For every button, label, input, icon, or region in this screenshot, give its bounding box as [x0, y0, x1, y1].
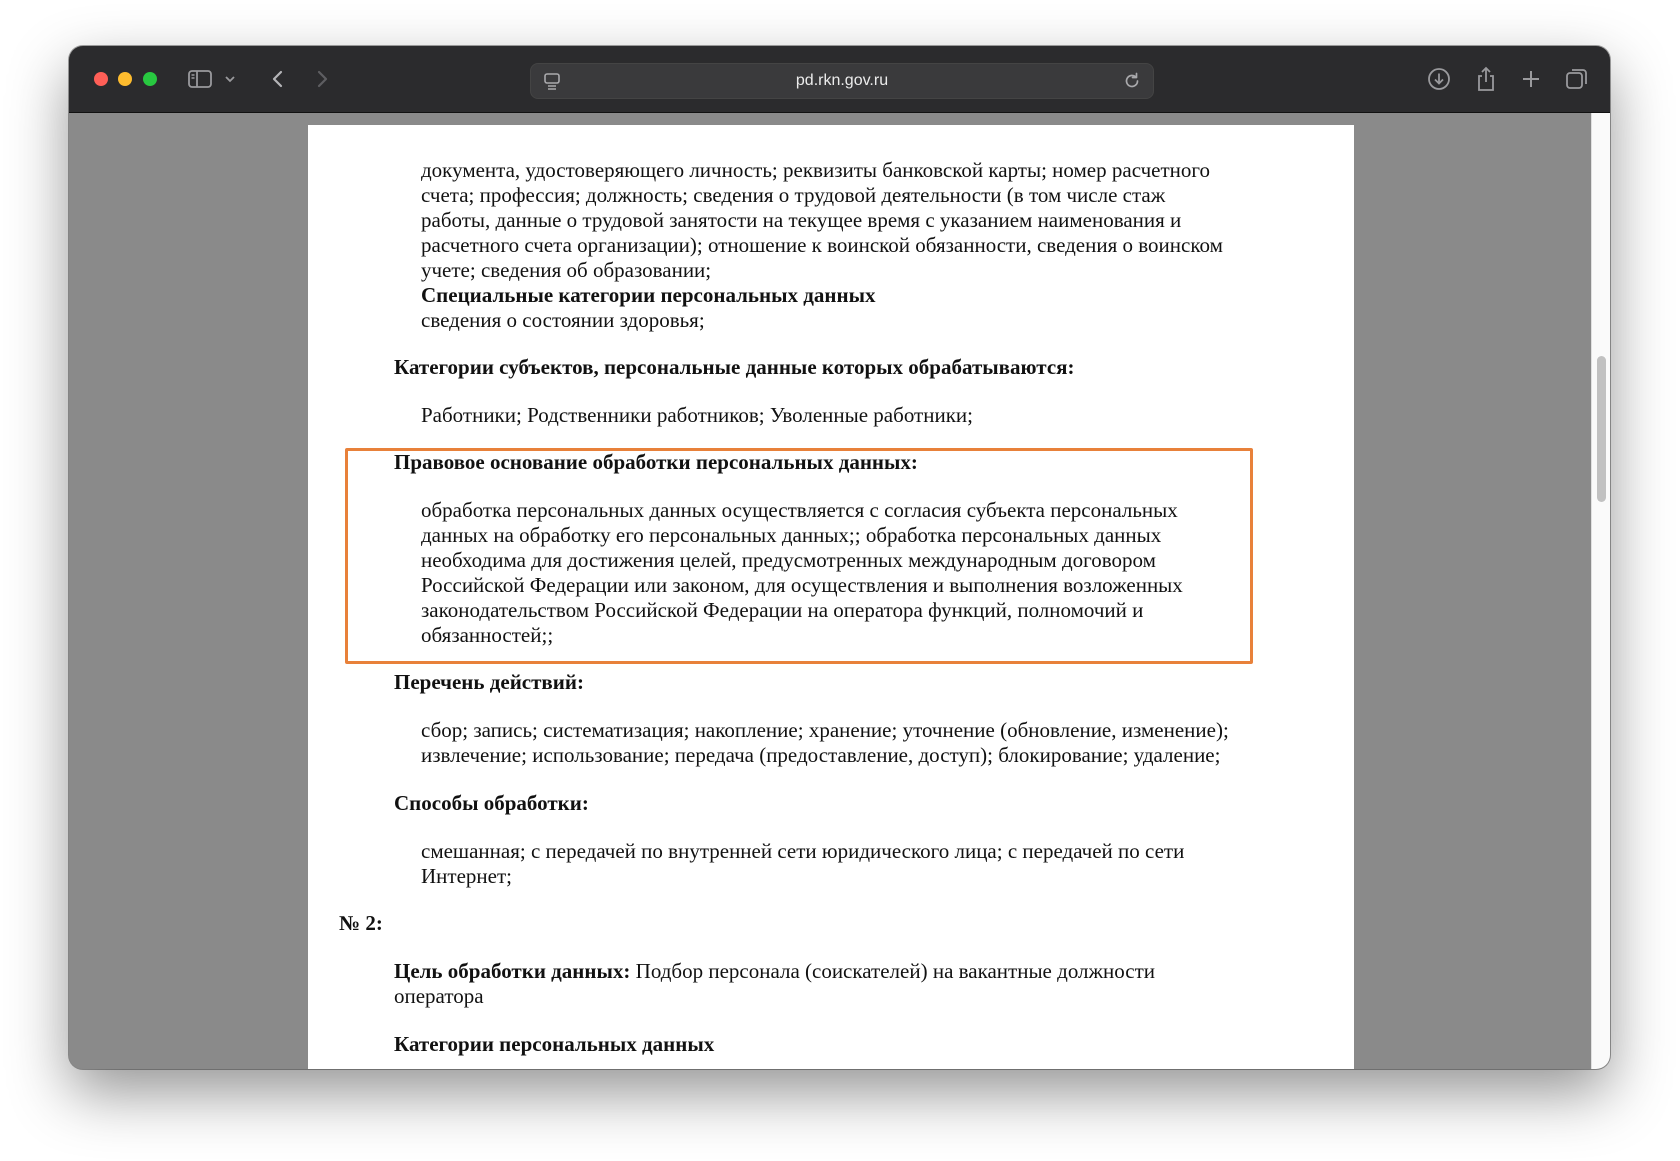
text-line: расчетного счета организации); отношение к воинской обязанности, сведения о воинском: [421, 233, 1223, 257]
text-line: счета; профессия; должность; сведения о трудовой деятельности (в том числе стаж: [421, 183, 1166, 207]
plus-icon[interactable]: [1518, 66, 1544, 92]
maximize-window-button[interactable]: [143, 72, 157, 86]
chevron-down-icon[interactable]: [222, 66, 238, 92]
text-line: Интернет;: [421, 864, 512, 888]
download-icon[interactable]: [1426, 66, 1452, 92]
text-line: документа, удостоверяющего личность; реквизиты банковской карты; номер расчетного: [421, 158, 1210, 182]
text-line: необходима для достижения целей, предусмотренных международным договором: [421, 548, 1156, 572]
close-window-button[interactable]: [94, 72, 108, 86]
text-line: Работники; Родственники работников; Уволенные работники;: [421, 403, 973, 427]
categories-heading: Категории персональных данных: [394, 1032, 715, 1056]
purpose-label: Цель обработки данных:: [394, 959, 631, 983]
minimize-window-button[interactable]: [118, 72, 132, 86]
forward-arrow-icon[interactable]: [309, 66, 335, 92]
text-line: сведения о состоянии здоровья;: [421, 308, 705, 332]
purpose-line: [394, 959, 1155, 984]
scrollbar-thumb[interactable]: [1597, 356, 1606, 502]
subjects-heading: Категории субъектов, персональные данные которых обрабатываются:: [394, 355, 1075, 379]
section-number-heading: № 2:: [339, 911, 383, 935]
text-line: работы, данные о трудовой занятости на текущее время с указанием наименования и: [421, 208, 1182, 232]
legal-basis-heading: Правовое основание обработки персональных данных:: [394, 450, 918, 474]
text-line: законодательством Российской Федерации на оператора функций, полномочий и: [421, 598, 1144, 622]
document-page: [308, 125, 1354, 1069]
scrollbar[interactable]: [1591, 113, 1610, 1069]
reload-icon[interactable]: [1119, 68, 1145, 99]
pdf-viewer[interactable]: [69, 113, 1610, 1069]
sidebar-icon[interactable]: [187, 66, 213, 92]
url-text: pd.rkn.gov.ru: [795, 72, 889, 89]
address-bar[interactable]: [530, 63, 1154, 99]
text-line: данных на обработку его персональных данных;; обработка персональных данных: [421, 523, 1162, 547]
tabs-overview-icon[interactable]: [1564, 66, 1590, 92]
back-arrow-icon[interactable]: [265, 66, 291, 92]
text-line: смешанная; с передачей по внутренней сети юридического лица; с передачей по сети: [421, 839, 1185, 863]
text-line: извлечение; использование; передача (предоставление, доступ); блокирование; удаление;: [421, 743, 1221, 767]
text-line: сбор; запись; систематизация; накопление; хранение; уточнение (обновление, изменение);: [421, 718, 1229, 742]
methods-heading: Способы обработки:: [394, 791, 589, 815]
share-icon[interactable]: [1473, 66, 1499, 92]
text-line: обязанностей;;: [421, 623, 554, 647]
text-line: Российской Федерации или законом, для осуществления и выполнения возложенных: [421, 573, 1183, 597]
purpose-text: Подбор персонала (соискателей) на вакантные должности: [630, 959, 1156, 983]
actions-heading: Перечень действий:: [394, 670, 584, 694]
browser-toolbar: [69, 46, 1610, 113]
special-categories-heading: Специальные категории персональных данных: [421, 283, 876, 307]
text-line: учете; сведения об образовании;: [421, 258, 712, 282]
text-line: оператора: [394, 984, 484, 1008]
browser-window: [69, 46, 1610, 1069]
text-line: обработка персональных данных осуществляется с согласия субъекта персональных: [421, 498, 1178, 522]
